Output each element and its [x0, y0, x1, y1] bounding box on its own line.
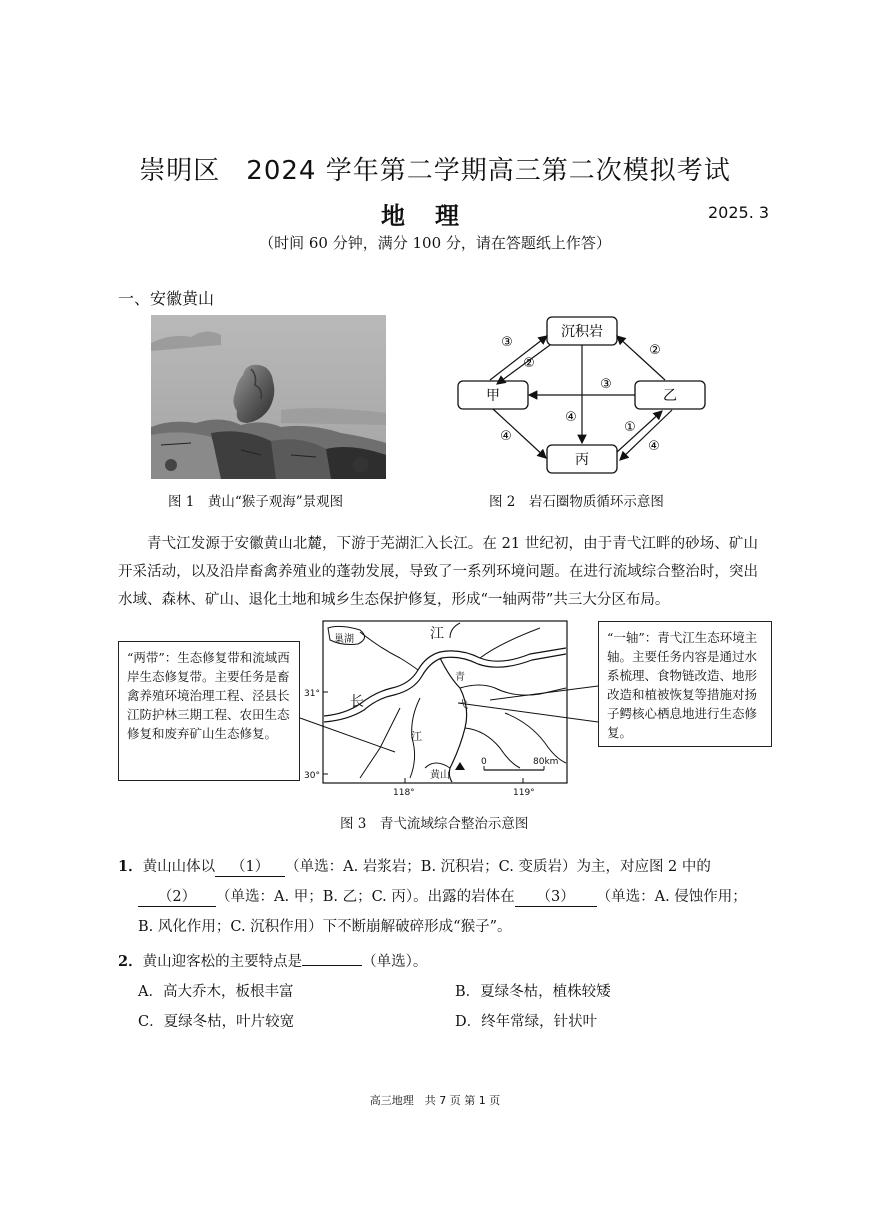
label-middle: ③: [600, 377, 612, 392]
section-title: 一、安徽黄山: [118, 289, 215, 308]
label-yi: 弋: [458, 700, 468, 711]
option-a[interactable]: A．高大乔木，板根丰富: [138, 984, 294, 1000]
question-1-line-2: [138, 885, 747, 907]
option-b[interactable]: B．夏绿冬枯，植株较矮: [455, 984, 611, 1000]
label-lon-119: 119°: [513, 788, 535, 798]
label-jiang-bottom: 江: [411, 730, 422, 743]
subject-title: 地理: [381, 202, 489, 230]
node-jia-label: 甲: [486, 388, 500, 404]
callout-one-axis: “一轴”：青弋江生态环境主轴。主要任务内容是通过水系梳理、食物链改造、地形改造和植被恢复等措施对扬子鳄核心栖息地进行生态修复。: [598, 621, 772, 747]
question-1-number: 1．: [118, 858, 143, 875]
answer-blank-2[interactable]: （2）: [138, 885, 216, 907]
exam-instructions: （时间 60 分钟，满分 100 分，请在答题纸上作答）: [259, 234, 611, 252]
label-bottom-left: ④: [500, 429, 512, 444]
question-2-text-b: （单选）。: [362, 954, 428, 970]
node-sedimentary-label: 沉积岩: [561, 324, 603, 340]
label-top-right: ②: [649, 343, 661, 358]
label-lat-31: 31°: [304, 689, 320, 699]
label-qing: 青: [455, 672, 465, 683]
label-chaohu: 巢湖: [334, 634, 354, 645]
page-footer: 高三地理 共 7 页 第 1 页: [369, 1094, 501, 1107]
label-scale-80: 80km: [533, 757, 559, 767]
question-1-text-d: （单选：A. 侵蚀作用；: [596, 889, 747, 905]
option-d[interactable]: D．终年常绿，针状叶: [455, 1014, 598, 1030]
answer-blank-1[interactable]: （1）: [215, 855, 285, 877]
label-bottom-right-inner: ①: [624, 420, 636, 435]
figure1-caption: 图 1 黄山“猴子观海”景观图: [168, 494, 344, 510]
callout-two-belts: “两带”：生态修复带和流域西岸生态修复带。主要任务是畜禽养殖环境治理工程、泾县长江防护林三期工程、农田生态修复和废弃矿山生态修复。: [118, 641, 300, 781]
label-chang: 长: [350, 694, 364, 710]
district-name: 崇明区: [139, 156, 221, 186]
question-1-text-b: （单选：A. 岩浆岩；B. 沉积岩；C. 变质岩）为主，对应图 2 中的: [285, 859, 711, 875]
question-1-text-c: （单选：A. 甲；B. 乙；C. 丙）。出露的岩体在: [216, 889, 515, 905]
exam-date: 2025. 3: [708, 203, 770, 222]
question-2-number: 2．: [118, 953, 143, 970]
label-bottom-right-outer: ④: [648, 439, 660, 454]
figure2-caption: 图 2 岩石圈物质循环示意图: [489, 494, 664, 510]
label-top-left-outer: ③: [501, 335, 513, 350]
label-lat-30: 30°: [304, 771, 320, 781]
option-c[interactable]: C．夏绿冬枯，叶片较宽: [138, 1014, 295, 1030]
figure3-caption: 图 3 青弋流域综合整治示意图: [340, 816, 529, 832]
label-jiang-top: 江: [430, 626, 444, 642]
answer-blank-3[interactable]: （3）: [515, 885, 597, 907]
label-top-left-inner: ②: [523, 356, 535, 371]
label-center: ④: [565, 410, 577, 425]
label-scale-0: 0: [481, 757, 487, 767]
answer-blank-q2[interactable]: [302, 965, 362, 966]
question-2-text-a: 黄山迎客松的主要特点是: [142, 954, 303, 970]
question-1-line-1: [118, 855, 711, 877]
question-1-text-a: 黄山山体以: [142, 859, 216, 875]
question-1-line-3: B. 风化作用；C. 沉积作用）下不断崩解破碎形成“猴子”。: [138, 919, 512, 935]
label-huangshan: 黄山: [430, 770, 450, 781]
intro-paragraph: 青弋江发源于安徽黄山北麓，下游于芜湖汇入长江。在 21 世纪初，由于青弋江畔的砂场、矿山开采活动，以及沿岸畜禽养殖业的蓬勃发展，导致了一系列环境问题。在进行流域综合整治时，突出水域、森林、矿山、退化土地和城乡生态保护修复，形成“一轴两带”共三大分区布局。: [118, 536, 758, 608]
exam-name: 2024 学年第二学期高三第二次模拟考试: [246, 156, 731, 186]
label-lon-118: 118°: [393, 788, 415, 798]
node-bing-label: 丙: [575, 452, 589, 468]
node-yi-label: 乙: [663, 388, 677, 404]
question-2-stem: [118, 950, 427, 971]
